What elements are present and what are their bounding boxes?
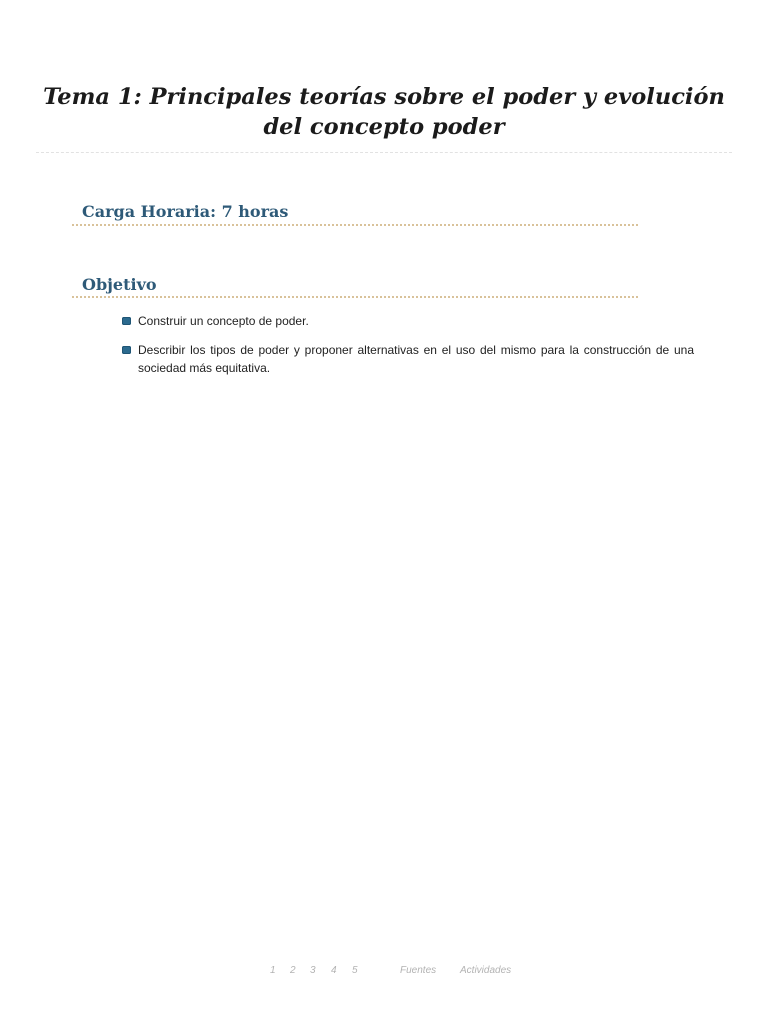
objective-list: [122, 312, 694, 388]
objective-heading: Objetivo: [82, 275, 157, 294]
page-link-2[interactable]: 2: [290, 965, 296, 976]
footer-navigation: [0, 964, 768, 978]
activities-link[interactable]: Actividades: [460, 965, 512, 976]
objective-text: Describir los tipos de poder y proponer alternativas en el uso del mismo para la construcción de una sociedad más equitativa.: [138, 343, 694, 375]
objective-text: Construir un concepto de poder.: [138, 314, 309, 328]
workload-heading: Carga Horaria: 7 horas: [82, 202, 289, 221]
list-item: [122, 341, 694, 377]
page-link-4[interactable]: 4: [331, 965, 337, 976]
objective-divider: [72, 296, 638, 298]
title-divider: [36, 152, 732, 153]
page-link-3[interactable]: 3: [310, 965, 316, 976]
square-bullet-icon: [122, 346, 131, 354]
page-link-1[interactable]: 1: [270, 965, 276, 976]
page-link-5[interactable]: 5: [352, 965, 358, 976]
list-item: [122, 312, 694, 330]
square-bullet-icon: [122, 317, 131, 325]
page-title: Tema 1: Principales teorías sobre el poder y evolución del concepto poder: [43, 84, 725, 140]
workload-divider: [72, 224, 638, 226]
sources-link[interactable]: Fuentes: [400, 965, 437, 976]
